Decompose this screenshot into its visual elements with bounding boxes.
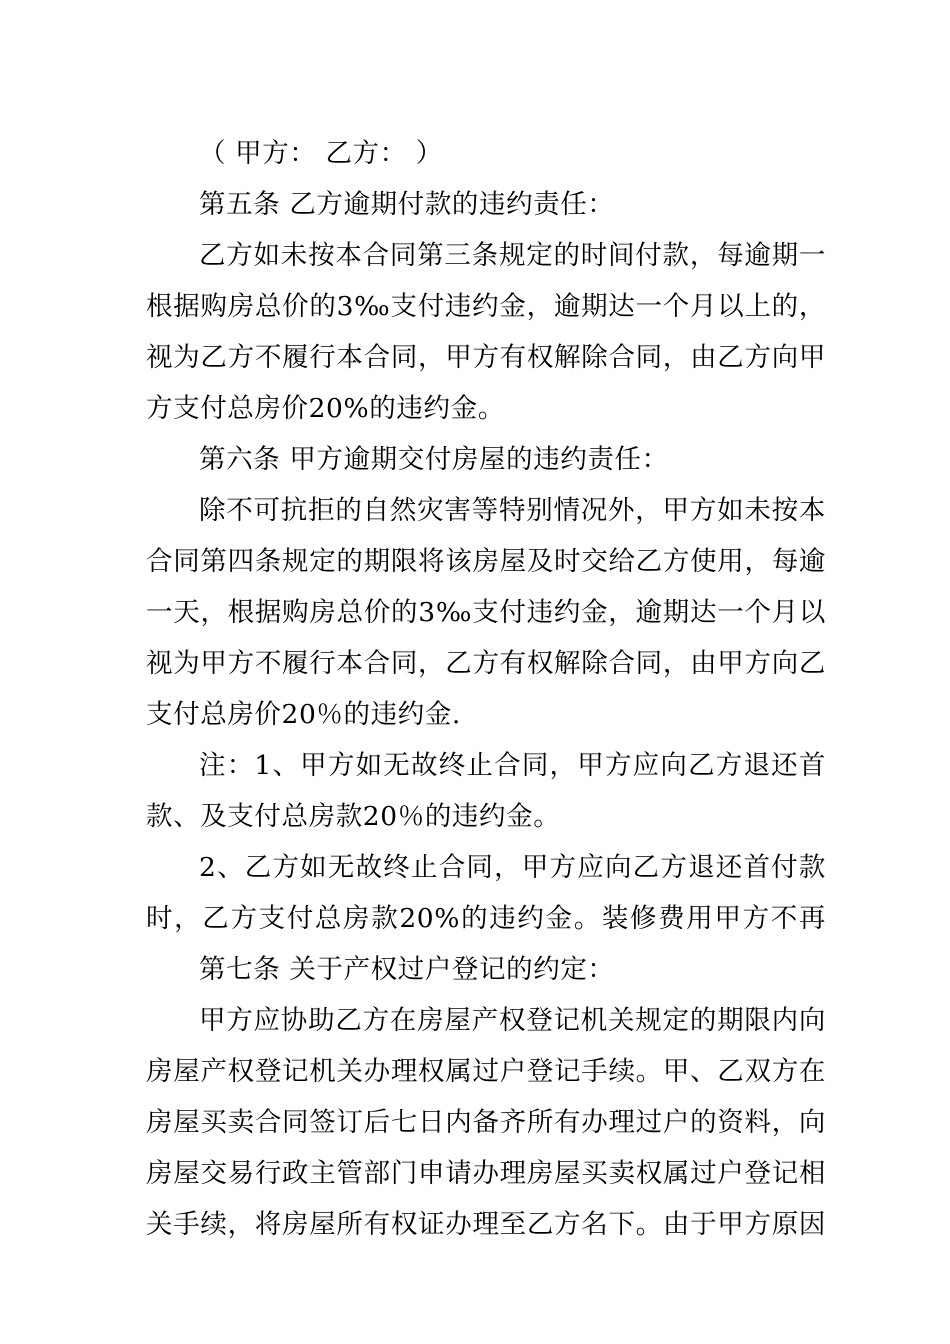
text-line-7: 第六条 甲方逾期交付房屋的违约责任： xyxy=(199,444,669,475)
text-line-9: 合同第四条规定的期限将该房屋及时交给乙方使用，每逾 xyxy=(146,546,826,577)
text-line-19: 房屋产权登记机关办理权属过户登记手续。甲、乙双方在 xyxy=(146,1056,826,1087)
text-line-2: 第五条 乙方逾期付款的违约责任： xyxy=(199,189,615,220)
text-line-3: 乙方如未按本合同第三条规定的时间付款，每逾期一 xyxy=(199,240,826,271)
text-line-15: 2、乙方如无故终止合同，甲方应向乙方退还首付款 xyxy=(199,852,826,883)
text-line-8: 除不可抗拒的自然灾害等特别情况外，甲方如未按本 xyxy=(199,495,826,526)
text-line-13: 注：1、甲方如无故终止合同，甲方应向乙方退还首 xyxy=(199,750,826,781)
text-line-5: 视为乙方不履行本合同，甲方有权解除合同，由乙方向甲 xyxy=(146,342,826,373)
text-line-11: 视为甲方不履行本合同，乙方有权解除合同，由甲方向乙 xyxy=(146,648,826,679)
text-line-1: （ 甲方： 乙方： ） xyxy=(199,138,443,169)
text-line-17: 第七条 关于产权过户登记的约定： xyxy=(199,954,615,985)
text-line-18: 甲方应协助乙方在房屋产权登记机关规定的期限内向 xyxy=(199,1005,826,1036)
text-line-22: 关手续，将房屋所有权证办理至乙方名下。由于甲方原因 xyxy=(146,1209,826,1240)
text-line-6: 方支付总房价20%的违约金。 xyxy=(146,393,505,424)
text-line-10: 一天，根据购房总价的3‰支付违约金，逾期达一个月以 xyxy=(146,597,826,628)
text-line-12: 支付总房价20％的违约金. xyxy=(146,699,461,730)
text-line-4: 根据购房总价的3‰支付违约金，逾期达一个月以上的， xyxy=(146,291,826,322)
contract-text-body xyxy=(146,128,826,1250)
text-line-21: 房屋交易行政主管部门申请办理房屋买卖权属过户登记相 xyxy=(146,1158,826,1189)
text-line-14: 款、及支付总房款20％的违约金。 xyxy=(146,801,561,832)
text-line-20: 房屋买卖合同签订后七日内备齐所有办理过户的资料，向 xyxy=(146,1107,826,1138)
text-line-16: 时，乙方支付总房款20%的违约金。装修费用甲方不再 xyxy=(146,903,826,934)
